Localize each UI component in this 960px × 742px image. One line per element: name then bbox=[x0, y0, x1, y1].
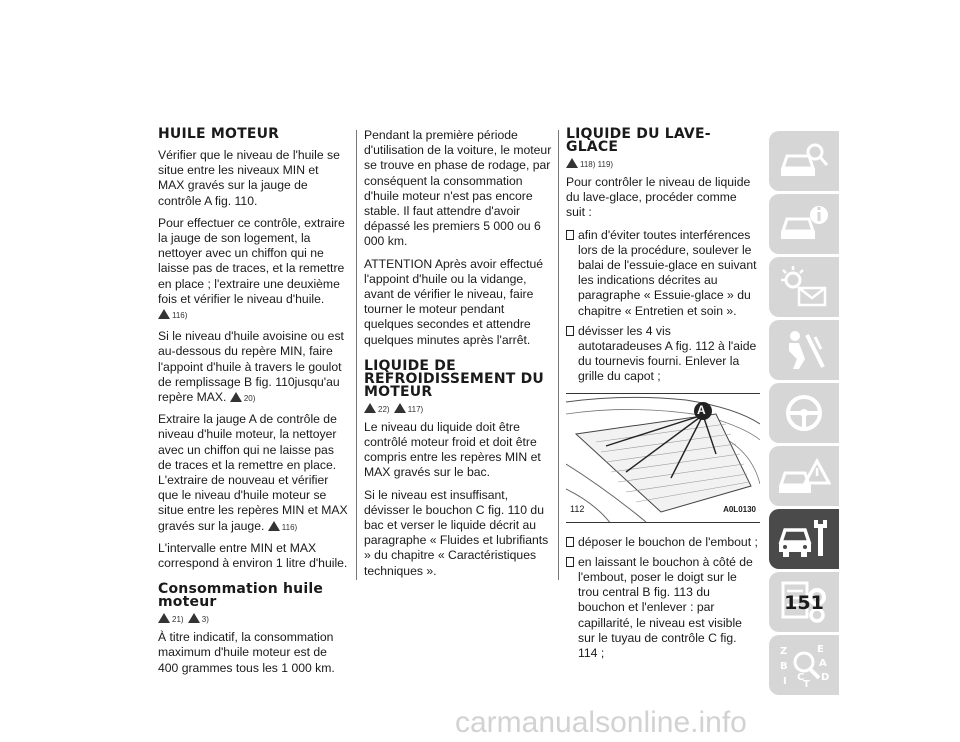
car-warning-icon bbox=[777, 453, 831, 499]
index-letter: D bbox=[821, 672, 830, 683]
index-letter: A bbox=[819, 658, 827, 669]
paragraph: L'intervalle entre MIN et MAX correspond à environ 1 litre d'huile. bbox=[158, 540, 348, 571]
chapter-tab-safety[interactable] bbox=[769, 320, 839, 380]
section-title-consommation: Consommation huile moteur bbox=[158, 581, 324, 611]
chapter-tab-car-info[interactable] bbox=[769, 194, 839, 254]
chapter-tab-index[interactable] bbox=[769, 635, 839, 695]
checkbox-bullet-icon bbox=[566, 326, 574, 336]
warning-triangle-icon bbox=[394, 403, 406, 413]
paragraph: Pendant la première période d'utilisation de la voiture, le moteur se trouve en phase de rodage, par conséquent la consommation d'huile moteur n'est pas encore stable. Il faut attendre d'avoir dépassé les premiers 5 000 ou 6 000 km. bbox=[364, 128, 552, 249]
warning-triangle-icon bbox=[364, 403, 376, 413]
index-letter: Z bbox=[780, 646, 788, 657]
bullet-item: déposer le bouchon de l'embout ; bbox=[566, 535, 758, 550]
index-letter: T bbox=[803, 679, 810, 688]
car-info-icon bbox=[777, 201, 831, 247]
index-letter: E bbox=[817, 644, 824, 655]
section-title-lave-glace: LIQUIDE DU LAVE-GLACE bbox=[566, 126, 711, 155]
car-wrench-icon bbox=[777, 516, 831, 562]
warning-refs: 22) 117) bbox=[364, 403, 554, 416]
checkbox-bullet-icon bbox=[566, 230, 574, 240]
checkbox-bullet-icon bbox=[566, 537, 574, 547]
checkbox-bullet-icon bbox=[566, 557, 574, 567]
paragraph: Si le niveau d'huile avoisine ou est au-dessous du repère MIN, faire l'appoint d'huile à travers le goulot de remplissage B fig. 110jusqu'au repère MAX. 20) bbox=[158, 329, 344, 405]
section-title-huile-moteur: HUILE MOTEUR bbox=[158, 126, 280, 142]
warning-triangle-icon bbox=[230, 392, 242, 402]
index-letter: B bbox=[780, 661, 788, 672]
warning-triangle-icon bbox=[158, 309, 170, 319]
warning-ref: 116) bbox=[268, 521, 297, 533]
chapter-tab-maintenance[interactable] bbox=[769, 509, 839, 569]
chapter-tab-warning-lights[interactable] bbox=[769, 257, 839, 317]
index-letter: I bbox=[783, 676, 787, 687]
warning-triangle-icon bbox=[188, 613, 200, 623]
warning-light-icon bbox=[777, 264, 831, 310]
paragraph: Pour contrôler le niveau de liquide du lave-glace, procéder comme suit : bbox=[566, 175, 751, 220]
paragraph: Pour effectuer ce contrôle, extraire la jauge de son logement, la nettoyer avec un chiffon qui ne laisse pas de traces, et la remettre en place ; l'extraire une deuxième fois et vérifier le niveau d'huile. 116) bbox=[158, 215, 345, 321]
bullet-item: afin d'éviter toutes interférences lors de la procédure, soulever le balai de l'essuie-glace en suivant les indications décrites au paragraphe « Essuie-glace » du chapitre « Entretien et soin ». bbox=[566, 228, 758, 319]
chapter-tab-car-search[interactable] bbox=[769, 131, 839, 191]
bullet-item: en laissant le bouchon à côté de l'embout, poser le doigt sur le trou central B fig. 113 du bouchon et l'enlever : par capillarité, le niveau est visible sur le tuyau de contrôle C fig. 114 ; bbox=[566, 555, 758, 661]
figure-number: 112 bbox=[570, 504, 585, 515]
warning-triangle-icon bbox=[268, 521, 280, 531]
warning-refs: 21) 3) bbox=[158, 613, 348, 626]
figure-code: A0L0130 bbox=[723, 505, 756, 515]
column-divider bbox=[558, 130, 559, 580]
warning-triangle-icon bbox=[566, 158, 578, 168]
steering-wheel-icon bbox=[777, 390, 831, 436]
warning-refs: 118) 119) bbox=[566, 158, 758, 171]
column-2 bbox=[364, 128, 554, 586]
alphabet-index-icon bbox=[777, 642, 831, 688]
warning-ref: 116) bbox=[158, 309, 187, 321]
column-divider bbox=[356, 130, 357, 580]
car-search-icon bbox=[777, 138, 831, 184]
paragraph: Le niveau du liquide doit être contrôlé moteur froid et doit être compris entre les repères MIN et MAX gravés sur le bac. bbox=[364, 419, 541, 480]
chapter-tab-emergency[interactable] bbox=[769, 446, 839, 506]
warning-triangle-icon bbox=[158, 613, 170, 623]
figure-label-a: A bbox=[697, 402, 706, 417]
airbag-person-icon bbox=[777, 327, 831, 373]
chapter-tab-driving[interactable] bbox=[769, 383, 839, 443]
index-letter: C bbox=[797, 672, 805, 683]
warning-ref: 20) bbox=[230, 392, 256, 404]
paragraph: Extraire la jauge A de contrôle de niveau d'huile moteur, la nettoyer avec un chiffon qui ne laisse pas de traces et la remettre en place. L'extraire de nouveau et vérifier que le niveau d'huile moteur se situe entre les repères MIN et MAX gravés sur la jauge. 116) bbox=[158, 412, 348, 533]
section-title-liquide-refroidissement: LIQUIDE DE REFROIDISSEMENT DU MOTEUR bbox=[364, 357, 544, 400]
paragraph: Si le niveau est insuffisant, dévisser le bouchon C fig. 110 du bac et verser le liquide décrit au paragraphe « Fluides et lubrifiants » du chapitre « Caractéristiques techniques ». bbox=[364, 487, 549, 578]
figure-112-wiper-grille bbox=[566, 393, 760, 523]
paragraph: ATTENTION Après avoir effectué l'appoint d'huile ou la vidange, avant de vérifier le niveau, faire tourner le moteur pendant quelques secondes et attendre quelques minutes après l'arrêt. bbox=[364, 256, 544, 347]
column-3 bbox=[566, 128, 758, 666]
watermark: carmanualsonline.info bbox=[455, 706, 747, 739]
column-1 bbox=[158, 128, 348, 683]
paragraph: À titre indicatif, la consommation maximum d'huile moteur est de 400 grammes tous les 1 000 km. bbox=[158, 630, 335, 675]
paragraph: Vérifier que le niveau de l'huile se situe entre les niveaux MIN et MAX gravés sur la jauge de contrôle A fig. 110. bbox=[158, 148, 340, 208]
bullet-item: dévisser les 4 vis autotaradeuses A fig. 112 à l'aide du tournevis fourni. Enlever la grille du capot ; bbox=[566, 324, 758, 385]
page-number: 151 bbox=[784, 592, 824, 614]
